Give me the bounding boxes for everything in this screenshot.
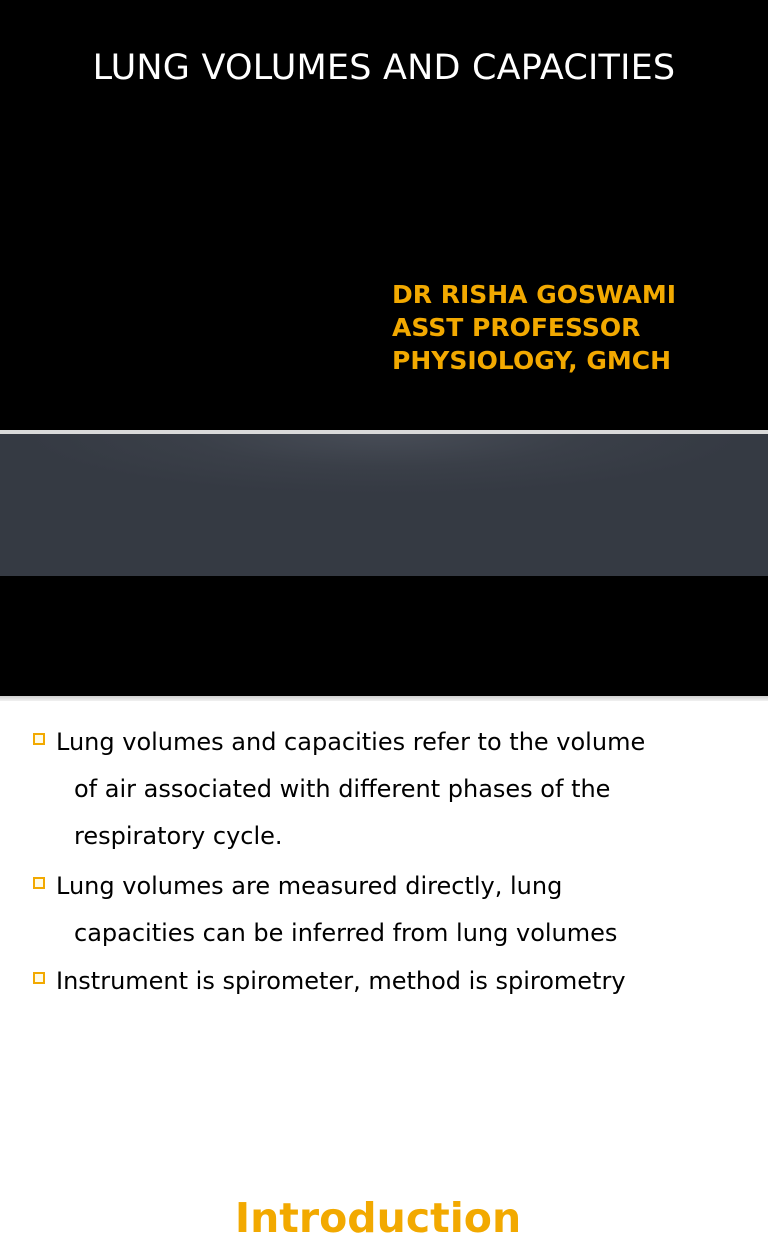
square-bullet-icon — [33, 972, 45, 984]
bullet-line: Instrument is spirometer, method is spirometry — [56, 967, 626, 995]
author-block — [392, 278, 676, 377]
slide-title: LUNG VOLUMES AND CAPACITIES — [92, 48, 676, 88]
square-bullet-icon — [33, 877, 45, 889]
bullet-line: of air associated with different phases of the — [74, 775, 611, 803]
title-slide — [0, 0, 768, 430]
intro-slide-content — [0, 701, 768, 1024]
bullet-line: Lung volumes and capacities refer to the volume — [56, 728, 646, 756]
page-gap-band — [0, 434, 768, 576]
bullet-line: respiratory cycle. — [74, 822, 283, 850]
author-position: ASST PROFESSOR — [392, 313, 641, 342]
bullet-line: Lung volumes are measured directly, lung — [56, 872, 563, 900]
bullet-line: capacities can be inferred from lung volumes — [74, 919, 618, 947]
square-bullet-icon — [33, 733, 45, 745]
intro-heading: Introduction — [234, 1194, 522, 1242]
author-name: DR RISHA GOSWAMI — [392, 280, 676, 309]
author-department: PHYSIOLOGY, GMCH — [392, 346, 672, 375]
